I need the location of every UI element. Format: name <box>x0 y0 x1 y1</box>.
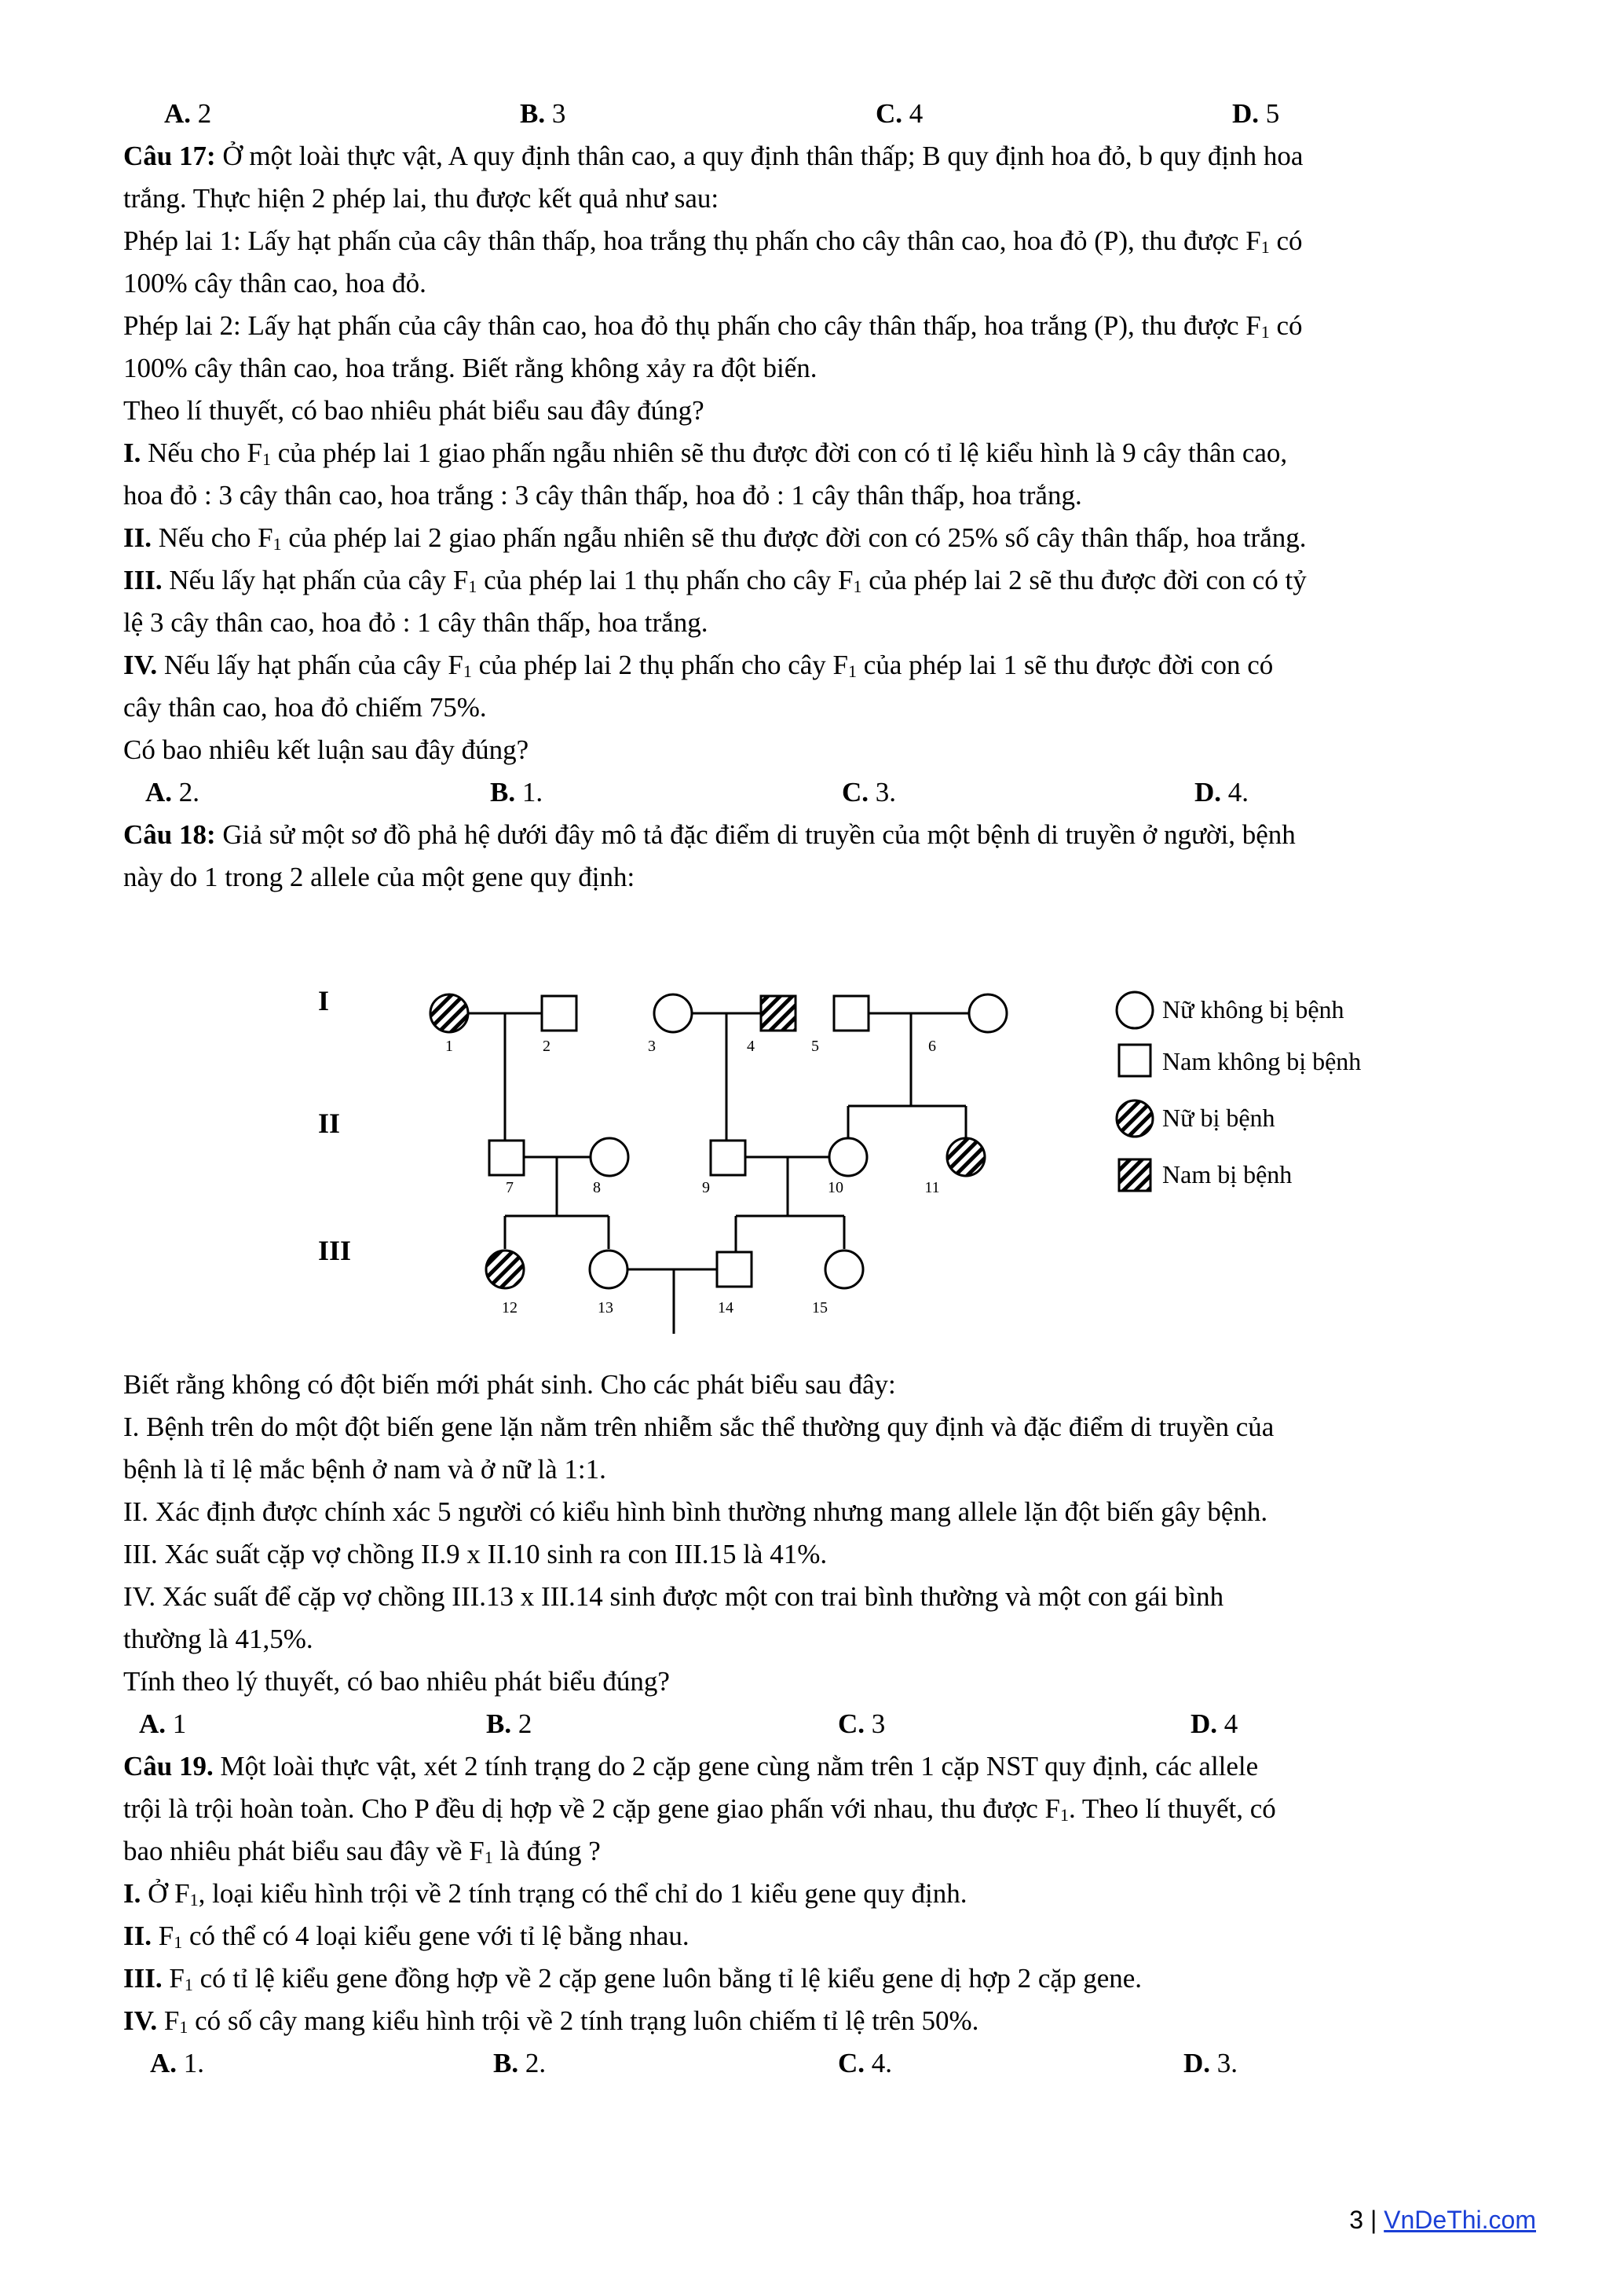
q19-statement-3: III. $F_1$ có tỉ lệ kiểu gene đồng hợp về 2 cặp gene luôn bằng tỉ lệ kiểu gene dị hợp 2 cặp gene. <box>123 1963 1143 1994</box>
individual-1-affected-female <box>430 994 468 1032</box>
q16-options <box>123 93 1537 135</box>
q19-option-a[interactable]: A. 1. <box>150 2048 205 2078</box>
q17-statement-3: III. Nếu lấy hạt phấn của cây $F_1$ của phép lai 1 thụ phấn cho cây $F_1$ của phép lai 2 sẽ thu được đời con có tỷ <box>123 565 1307 596</box>
legend-healthy-female: Nữ không bị bệnh <box>1162 995 1344 1023</box>
q19-statement-2: II. $F_1$ có thể có 4 loại kiểu gene với tỉ lệ bằng nhau. <box>123 1921 689 1952</box>
q18-line-2: này do 1 trong 2 allele của một gene quy định: <box>123 862 635 892</box>
id-label-13: 13 <box>598 1299 613 1316</box>
q19-options <box>123 2042 1537 2085</box>
q17-options <box>123 771 1537 814</box>
q17-line-3: Phép lai 1: Lấy hạt phấn của cây thân thấp, hoa trắng thụ phấn cho cây thân cao, hoa đỏ (P), thu được $F_1$ có <box>123 225 1303 257</box>
q17-line-4: 100% cây thân cao, hoa đỏ. <box>123 268 426 298</box>
q19-statement-1: I. Ở $F_1$, loại kiểu hình trội về 2 tính trạng có thể chỉ do 1 kiểu gene quy định. <box>123 1878 967 1910</box>
q17-statement-3-cont: lệ 3 cây thân cao, hoa đỏ : 1 cây thân thấp, hoa trắng. <box>123 607 708 638</box>
legend-symbol-healthy-female <box>1117 992 1153 1028</box>
individual-12-affected-female <box>486 1251 524 1288</box>
q17-option-a[interactable]: A. 2. <box>145 777 200 807</box>
individual-9-male <box>711 1141 745 1175</box>
id-label-4: 4 <box>747 1038 755 1055</box>
q17-option-c[interactable]: C. 3. <box>842 777 897 807</box>
q18-line-3: Biết rằng không có đột biến mới phát sinh. Cho các phát biểu sau đây: <box>123 1369 896 1400</box>
q18-option-c[interactable]: C. 3 <box>838 1708 886 1739</box>
id-label-12: 12 <box>502 1299 518 1316</box>
id-label-5: 5 <box>811 1038 819 1055</box>
q17-option-d[interactable]: D. 4. <box>1194 777 1249 807</box>
q17-statement-2: II. Nếu cho $F_1$ của phép lai 2 giao phấn ngẫu nhiên sẽ thu được đời con có 25% số cây thân thấp, hoa trắng. <box>123 522 1307 554</box>
q19-statement-4: IV. $F_1$ có số cây mang kiểu hình trội về 2 tính trạng luôn chiếm tỉ lệ trên 50%. <box>123 2005 979 2037</box>
page-footer <box>1349 2206 1536 2235</box>
individual-5-male <box>834 996 869 1031</box>
individual-10-female <box>829 1138 867 1176</box>
id-label-10: 10 <box>828 1179 843 1196</box>
individual-7-male <box>489 1141 524 1175</box>
q16-option-a[interactable]: A. 2 <box>164 98 212 129</box>
id-label-15: 15 <box>812 1299 828 1316</box>
legend-affected-male: Nam bị bệnh <box>1162 1160 1293 1188</box>
q18-statement-4-cont: thường là 41,5%. <box>123 1624 313 1654</box>
q17-statement-1: I. Nếu cho $F_1$ của phép lai 1 giao phấn ngẫu nhiên sẽ thu được đời con có tỉ lệ kiểu hình là 9 cây thân cao, <box>123 438 1288 469</box>
q18-statement-3: III. Xác suất cặp vợ chồng II.9 x II.10 sinh ra con III.15 là 41%. <box>123 1539 828 1569</box>
id-label-2: 2 <box>543 1038 550 1055</box>
generation-label-3: III <box>318 1235 352 1266</box>
q18-options <box>123 1703 1537 1745</box>
q19-label: Câu 19. <box>123 1751 214 1782</box>
q17-statement-1-cont: hoa đỏ : 3 cây thân cao, hoa trắng : 3 cây thân thấp, hoa đỏ : 1 cây thân thấp, hoa trắng. <box>123 480 1082 511</box>
q16-option-c[interactable]: C. 4 <box>876 98 924 129</box>
pedigree-figure <box>123 899 1537 1364</box>
q16-option-b[interactable]: B. 3 <box>520 98 566 129</box>
q17-line-7: Theo lí thuyết, có bao nhiêu phát biểu sau đây đúng? <box>123 395 704 426</box>
id-label-7: 7 <box>506 1179 514 1196</box>
id-label-9: 9 <box>702 1179 710 1196</box>
q17-line-5: Phép lai 2: Lấy hạt phấn của cây thân cao, hoa đỏ thụ phấn cho cây thân thấp, hoa trắng (P), thu được $F_1$ có <box>123 310 1303 342</box>
document-body <box>123 93 1537 2085</box>
site-link[interactable]: VnDeThi.com <box>1384 2206 1536 2234</box>
footer-separator: | <box>1363 2206 1384 2234</box>
legend-symbol-healthy-male <box>1119 1045 1150 1076</box>
q18-option-a[interactable]: A. 1 <box>139 1708 187 1739</box>
q18-line-1: Câu 18: Giả sử một sơ đồ phả hệ dưới đây mô tả đặc điểm di truyền của một bệnh di truyền ở người, bệnh <box>123 819 1296 850</box>
q19-line-2: trội là trội hoàn toàn. Cho P đều dị hợp về 2 cặp gene giao phấn với nhau, thu được $F_1$. Theo lí thuyết, có <box>123 1793 1276 1825</box>
q18-option-d[interactable]: D. 4 <box>1191 1708 1238 1739</box>
individual-6-female <box>969 994 1007 1032</box>
id-label-3: 3 <box>648 1038 656 1055</box>
id-label-14: 14 <box>718 1299 733 1316</box>
individual-11-affected-female <box>947 1138 985 1176</box>
generation-label-1: I <box>318 985 330 1016</box>
q17-line-1: Câu 17: Ở một loài thực vật, A quy định thân cao, a quy định thân thấp; B quy định hoa đỏ, b quy định hoa <box>123 141 1304 171</box>
q19-option-d[interactable]: D. 3. <box>1183 2048 1238 2078</box>
q18-label: Câu 18: <box>123 819 216 850</box>
individual-2-male <box>542 996 576 1031</box>
q17-option-b[interactable]: B. 1. <box>490 777 543 807</box>
individual-14-male <box>717 1252 752 1287</box>
page-number: 3 <box>1349 2206 1364 2234</box>
q19-line-1: Câu 19. Một loài thực vật, xét 2 tính trạng do 2 cặp gene cùng nằm trên 1 cặp NST quy định, các allele <box>123 1751 1259 1782</box>
q18-question: Tính theo lý thuyết, có bao nhiêu phát biểu đúng? <box>123 1666 670 1697</box>
q17-line-6: 100% cây thân cao, hoa trắng. Biết rằng không xảy ra đột biến. <box>123 353 817 383</box>
q18-statement-4: IV. Xác suất để cặp vợ chồng III.13 x III.14 sinh được một con trai bình thường và một con gái bình <box>123 1581 1224 1612</box>
id-label-11: 11 <box>924 1179 940 1196</box>
q19-option-b[interactable]: B. 2. <box>493 2048 547 2078</box>
q18-statement-1-cont: bệnh là tỉ lệ mắc bệnh ở nam và ở nữ là 1:1. <box>123 1454 606 1485</box>
generation-label-2: II <box>318 1108 341 1139</box>
individual-15-female <box>825 1251 863 1288</box>
individual-4-affected-male <box>761 996 796 1031</box>
legend-symbol-affected-female <box>1117 1100 1153 1137</box>
individual-8-female <box>591 1138 628 1176</box>
q17-label: Câu 17: <box>123 141 216 171</box>
id-label-1: 1 <box>445 1038 453 1055</box>
legend-affected-female: Nữ bị bệnh <box>1162 1104 1275 1132</box>
id-label-6: 6 <box>928 1038 936 1055</box>
id-label-8: 8 <box>593 1179 601 1196</box>
q16-option-d[interactable]: D. 5 <box>1232 98 1280 129</box>
q19-option-c[interactable]: C. 4. <box>838 2048 893 2078</box>
q17-line-2: trắng. Thực hiện 2 phép lai, thu được kết quả như sau: <box>123 183 719 214</box>
individual-13-female <box>590 1251 627 1288</box>
pedigree-chart <box>123 899 1537 1364</box>
q18-option-b[interactable]: B. 2 <box>486 1708 532 1739</box>
q18-statement-1: I. Bệnh trên do một đột biến gene lặn nằm trên nhiễm sắc thể thường quy định và đặc điểm di truyền của <box>123 1412 1275 1442</box>
q17-statement-4-cont: cây thân cao, hoa đỏ chiếm 75%. <box>123 692 487 723</box>
legend-symbol-affected-male <box>1119 1159 1150 1191</box>
individual-3-female <box>654 994 692 1032</box>
q19-line-3: bao nhiêu phát biểu sau đây về $F_1$ là đúng ? <box>123 1836 601 1867</box>
legend-healthy-male: Nam không bị bệnh <box>1162 1047 1362 1075</box>
q17-question: Có bao nhiêu kết luận sau đây đúng? <box>123 734 529 765</box>
q18-statement-2: II. Xác định được chính xác 5 người có kiểu hình bình thường nhưng mang allele lặn đột biến gây bệnh. <box>123 1496 1268 1527</box>
q17-statement-4: IV. Nếu lấy hạt phấn của cây $F_1$ của phép lai 2 thụ phấn cho cây $F_1$ của phép lai 1 sẽ thu được đời con có <box>123 650 1274 681</box>
